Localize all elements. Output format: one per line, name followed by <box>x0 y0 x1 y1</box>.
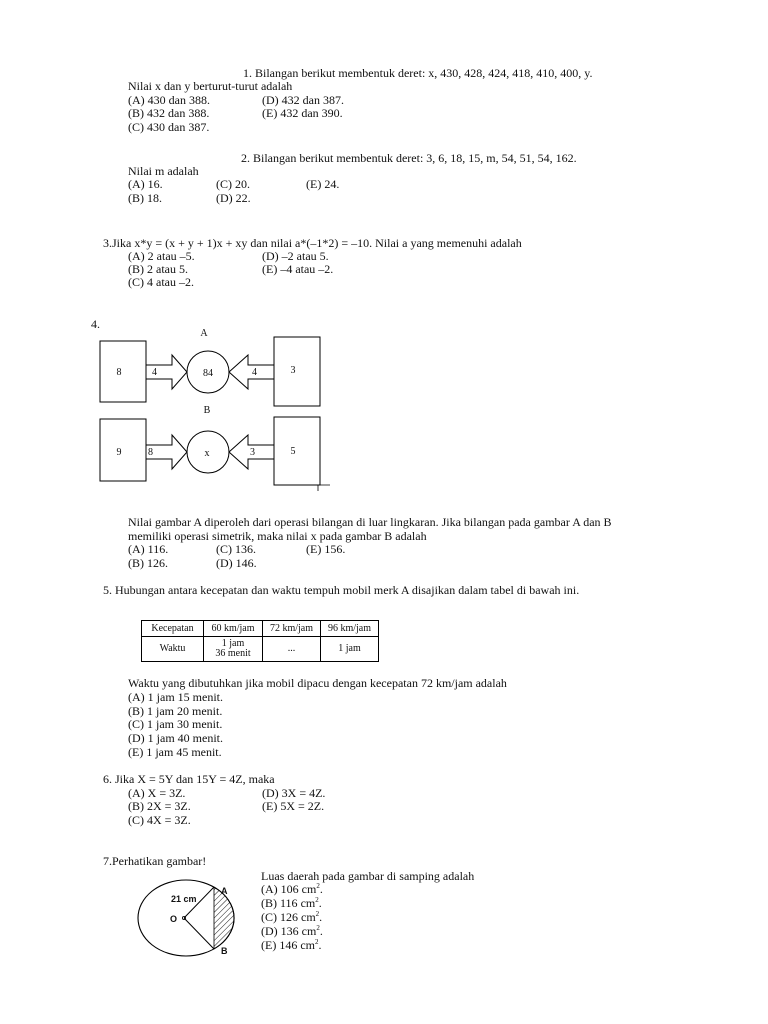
q4-option-e: (E) 156. <box>306 542 346 556</box>
q2-option-e: (E) 24. <box>306 177 340 191</box>
table-header-kecepatan: Kecepatan <box>142 621 204 637</box>
q6-option-e: (E) 5X = 2Z. <box>262 799 325 813</box>
q3-option-e: (E) –4 atau –2. <box>262 262 334 276</box>
q3-option-c: (C) 4 atau –2. <box>128 275 194 289</box>
q3-option-b: (B) 2 atau 5. <box>128 262 188 276</box>
figure-a-label: A <box>200 328 208 339</box>
q1-option-c: (C) 430 dan 387. <box>128 120 210 134</box>
figure-corner-mark <box>318 485 330 491</box>
point-a-label: A <box>221 886 228 896</box>
q7-option-c: (C) 126 $cm^2$. <box>261 910 323 924</box>
table-cell-60 <box>204 637 263 662</box>
q5-option-b: (B) 1 jam 20 menit. <box>128 704 223 718</box>
q6-option-c: (C) 4X = 3Z. <box>128 813 191 827</box>
q4-option-a: (A) 116. <box>128 542 169 556</box>
figure-a-right-arrow-value: 4 <box>252 367 257 378</box>
q2-option-c: (C) 20. <box>216 177 250 191</box>
figure-a-left-arrow-value: 4 <box>152 367 157 378</box>
q1-option-a: (A) 430 dan 388. <box>128 93 210 107</box>
figure-b-right-box <box>274 417 320 485</box>
q2-option-b: (B) 18. <box>128 191 162 205</box>
q4-option-b: (B) 126. <box>128 556 168 570</box>
circle-sector-figure <box>135 878 245 960</box>
q3-option-d: (D) –2 atau 5. <box>262 249 329 263</box>
figure-a-left-box-value: 8 <box>116 367 122 378</box>
figure-a-circle-value: 84 <box>203 368 213 379</box>
table-header-60: 60 km/jam <box>204 621 263 637</box>
q5-option-d: (D) 1 jam 40 menit. <box>128 731 223 745</box>
q2-stem: 2. Bilangan berikut membentuk deret: 3, 6, 18, 15, m, 54, 51, 54, 162. <box>241 151 577 165</box>
q4-option-d: (D) 146. <box>216 556 257 570</box>
table-header-96: 96 km/jam <box>321 621 379 637</box>
shaded-segment <box>214 887 234 949</box>
q3-stem: 3.Jika x*y = (x + y + 1)x + xy dan nilai a*(–1*2) = –10. Nilai a yang memenuhi adalah <box>103 236 522 250</box>
figure-b-left-arrow-value: 8 <box>148 447 153 458</box>
q4-text-line-2: memiliki operasi simetrik, maka nilai x pada gambar B adalah <box>128 529 427 543</box>
q5-question: Waktu yang dibutuhkan jika mobil dipacu dengan kecepatan 72 km/jam adalah <box>128 676 507 690</box>
q6-option-b: (B) 2X = 3Z. <box>128 799 191 813</box>
q2-question: Nilai m adalah <box>128 164 199 178</box>
figure-b-left-box-value: 9 <box>116 447 122 458</box>
q6-option-a: (A) X = 3Z. <box>128 786 186 800</box>
figure-b-label: B <box>203 405 211 416</box>
table-cell-72: ... <box>263 637 321 662</box>
q6-stem: 6. Jika X = 5Y dan 15Y = 4Z, maka <box>103 772 275 786</box>
q1-stem: 1. Bilangan berikut membentuk deret: x, 430, 428, 424, 418, 410, 400, y. <box>243 66 593 80</box>
figure-a-right-box <box>274 337 320 406</box>
q3-option-a: (A) 2 atau –5. <box>128 249 195 263</box>
point-b-label: B <box>221 946 228 956</box>
q5-option-e: (E) 1 jam 45 menit. <box>128 745 222 759</box>
figure-b-left-box <box>100 419 146 481</box>
q5-option-c: (C) 1 jam 30 menit. <box>128 717 223 731</box>
q4-text-line-1: Nilai gambar A diperoleh dari operasi bilangan di luar lingkaran. Jika bilangan pada gambar A dan B <box>128 515 612 529</box>
q7-stem: 7.Perhatikan gambar! <box>103 854 207 868</box>
q4-option-c: (C) 136. <box>216 542 256 556</box>
radius-label: 21 cm <box>171 894 197 904</box>
figure-b-right-box-value: 5 <box>290 446 296 457</box>
q1-question: Nilai x dan y berturut-turut adalah <box>128 79 293 93</box>
q7-question: Luas daerah pada gambar di samping adalah <box>261 869 475 883</box>
q7-option-d: (D) 136 $cm^2$. <box>261 924 323 938</box>
table-header-72: 72 km/jam <box>263 621 321 637</box>
table-cell-60-minutes: 36 menit <box>215 648 251 659</box>
center-label: O <box>170 914 178 924</box>
q2-option-a: (A) 16. <box>128 177 163 191</box>
table-cell-96: 1 jam <box>321 637 379 662</box>
q5-stem: 5. Hubungan antara kecepatan dan waktu tempuh mobil merk A disajikan dalam tabel di bawah ini. <box>103 583 580 597</box>
q4-number: 4. <box>91 317 100 331</box>
table-cell-60-hours: 1 jam <box>221 638 245 649</box>
radius-line-b <box>184 918 214 949</box>
speed-time-table <box>141 620 379 662</box>
q7-option-b: (B) 116 $cm^2$. <box>261 896 322 910</box>
table-row-label-waktu: Waktu <box>142 637 204 662</box>
q7-option-e: (E) 146 $cm^2$. <box>261 938 322 952</box>
q1-option-b: (B) 432 dan 388. <box>128 106 210 120</box>
q5-option-a: (A) 1 jam 15 menit. <box>128 690 223 704</box>
figure-b-right-arrow-value: 3 <box>250 447 255 458</box>
figure-a-left-box <box>100 341 146 402</box>
figure-b-circle-value: x <box>204 448 210 459</box>
q1-option-d: (D) 432 dan 387. <box>262 93 344 107</box>
figure-a-right-box-value: 3 <box>290 365 296 376</box>
q2-option-d: (D) 22. <box>216 191 251 205</box>
q1-option-e: (E) 432 dan 390. <box>262 106 343 120</box>
operation-figure <box>90 317 340 492</box>
q6-option-d: (D) 3X = 4Z. <box>262 786 326 800</box>
q7-option-a: (A) 106 $cm^2$. <box>261 882 323 896</box>
